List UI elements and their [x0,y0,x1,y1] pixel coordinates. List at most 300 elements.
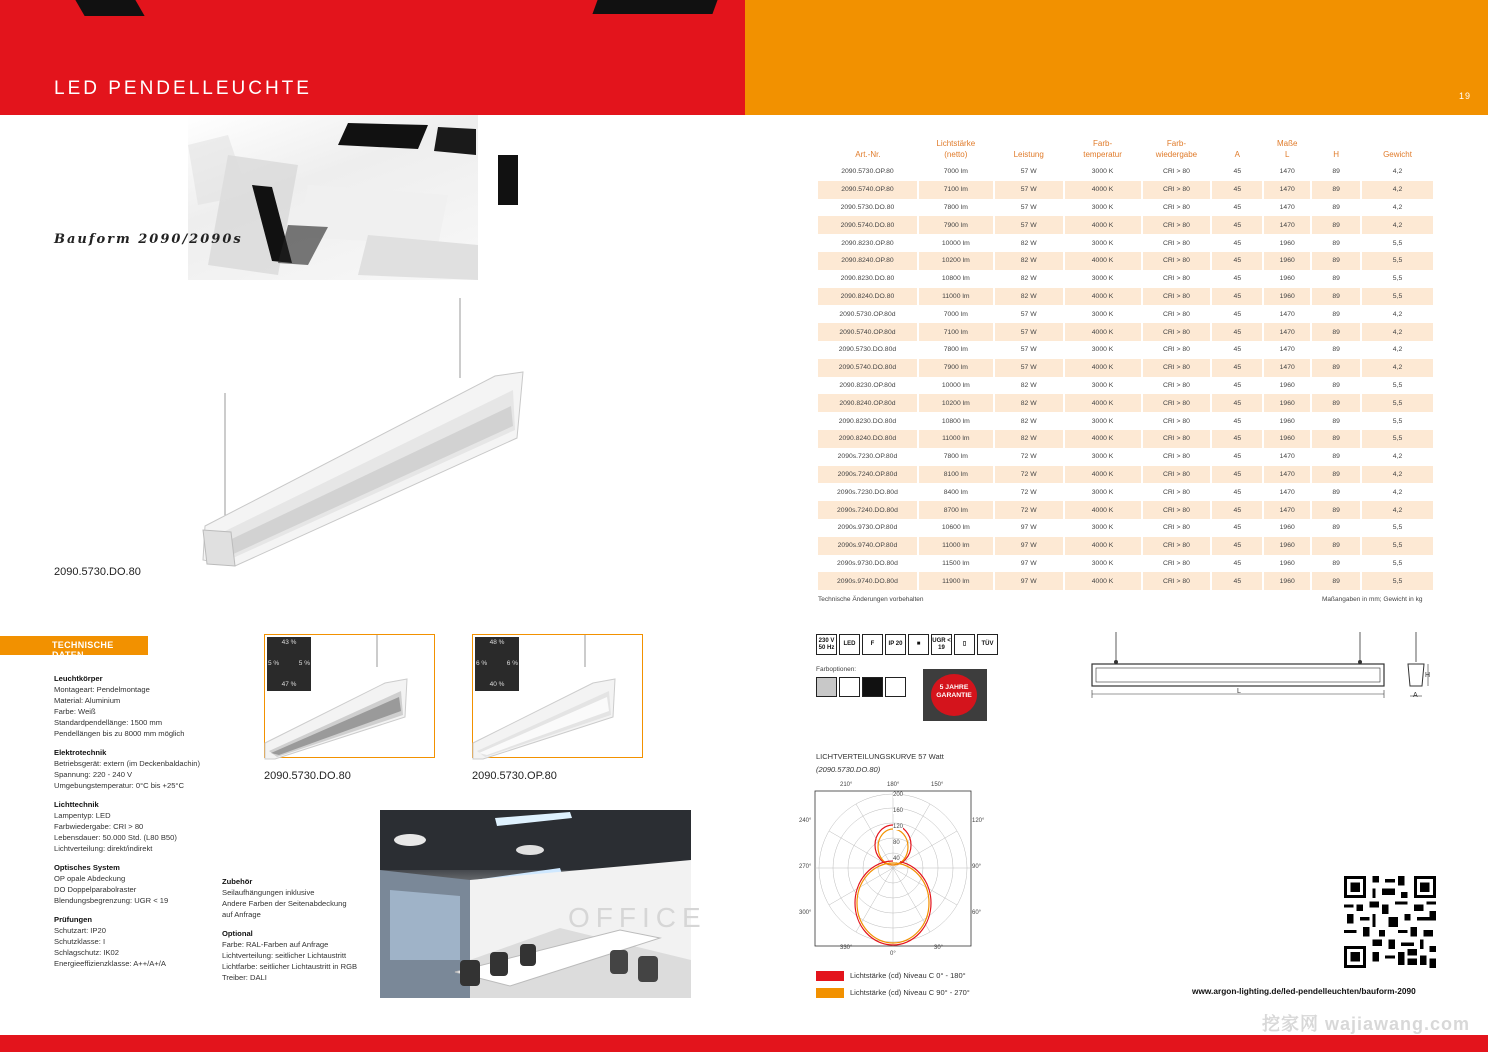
table-cell: CRI > 80 [1142,181,1212,199]
table-cell: 2090.5730.OP.80d [818,305,918,323]
spec-line: Lichtverteilung: seitlicher Lichtaustritt [222,951,347,960]
table-cell: 3000 K [1064,234,1142,252]
col-h: H [1333,150,1339,159]
spec-line: Seilaufhängungen inklusive [222,888,315,897]
distribution-bottom: 40 % [489,681,505,688]
table-cell: 3000 K [1064,305,1142,323]
polar-angle-label: 300° [799,910,812,916]
spec-line: Schlagschutz: IK02 [54,948,120,957]
spec-line: Lampentyp: LED [54,811,111,820]
table-cell: 7800 lm [918,341,994,359]
table-cell: 57 W [994,323,1064,341]
table-cell: 4000 K [1064,288,1142,306]
table-cell: 1470 [1263,359,1311,377]
product-thumbnail-do [264,634,435,758]
table-cell: 4000 K [1064,466,1142,484]
f-mark-icon: F [862,634,883,655]
polar-angle-label: 210° [840,782,853,788]
table-cell: 4,2 [1361,501,1434,519]
polar-angle-label: 0° [890,951,896,957]
table-cell: 82 W [994,377,1064,395]
table-cell: 45 [1211,305,1263,323]
table-cell: 4,2 [1361,359,1434,377]
spec-group-title: Lichttechnik [54,800,99,809]
table-cell: 45 [1211,270,1263,288]
spec-line: Lichtverteilung: direkt/indirekt [54,844,153,853]
spec-line: Material: Aluminium [54,696,121,705]
table-cell: 1470 [1263,305,1311,323]
table-cell: 89 [1311,341,1361,359]
spec-line: Montageart: Pendelmontage [54,685,150,694]
lvk-title: LICHTVERTEILUNGSKURVE 57 Watt [816,752,944,761]
spec-group-title: Optional [222,929,253,938]
table-cell: 1960 [1263,288,1311,306]
table-cell: 3000 K [1064,483,1142,501]
legend-label: Lichtstärke (cd) Niveau C 0° - 180° [850,971,966,980]
table-cell: 4000 K [1064,430,1142,448]
table-cell: 4,2 [1361,199,1434,217]
table-cell: 97 W [994,519,1064,537]
garantie-seal [931,674,977,716]
qr-code [1344,876,1436,968]
table-cell: CRI > 80 [1142,341,1212,359]
table-cell: 4,2 [1361,341,1434,359]
table-cell: 4,2 [1361,483,1434,501]
table-cell: 45 [1211,323,1263,341]
table-cell: 45 [1211,448,1263,466]
garantie-badge [923,669,987,721]
polar-angle-label: 120° [972,818,985,824]
table-cell: 89 [1311,394,1361,412]
table-cell: 4,2 [1361,163,1434,181]
table-cell: 1470 [1263,501,1311,519]
table-cell: 10200 lm [918,394,994,412]
table-cell: 4000 K [1064,359,1142,377]
table-cell: 1470 [1263,199,1311,217]
table-cell: 2090.8240.OP.80d [818,394,918,412]
product-thumbnail-op [472,634,643,758]
table-cell: CRI > 80 [1142,412,1212,430]
table-cell: 5,5 [1361,377,1434,395]
distribution-left: 6 % [476,660,488,667]
spec-line: Blendungsbegrenzung: UGR < 19 [54,896,169,905]
table-cell: 1470 [1263,341,1311,359]
table-cell: 7800 lm [918,199,994,217]
voltage-icon: 230 V 50 Hz [816,634,837,655]
farboptionen-label: Farboptionen: [816,666,857,673]
table-cell: 7900 lm [918,216,994,234]
pendant-lamp-illustration [195,298,535,568]
polar-angle-label: 90° [972,864,982,870]
spec-line: Lichtfarbe: seitlicher Lichtaustritt in RGB [222,962,358,971]
table-cell: 45 [1211,377,1263,395]
header-band-right [745,0,1488,115]
table-cell: 5,5 [1361,234,1434,252]
dimension-h-label: H [1425,672,1431,679]
table-cell: 2090.5740.DO.80d [818,359,918,377]
table-cell: 2090s.9740.OP.80d [818,537,918,555]
table-cell: CRI > 80 [1142,270,1212,288]
table-cell: 82 W [994,270,1064,288]
table-cell: 5,5 [1361,555,1434,573]
table-cell: 89 [1311,216,1361,234]
table-cell: 5,5 [1361,519,1434,537]
table-cell: CRI > 80 [1142,572,1212,590]
table-cell: 4000 K [1064,537,1142,555]
table-cell: 45 [1211,199,1263,217]
table-cell: 57 W [994,216,1064,234]
table-cell: 11000 lm [918,430,994,448]
table-cell: CRI > 80 [1142,359,1212,377]
table-cell: 45 [1211,341,1263,359]
spec-group-title: Prüfungen [54,915,92,924]
spec-line: Farbe: Weiß [54,707,96,716]
table-cell: 2090.8240.DO.80 [818,288,918,306]
table-cell: 45 [1211,394,1263,412]
table-row [818,483,1434,501]
table-cell: 82 W [994,288,1064,306]
dimension-drawing [1088,632,1438,707]
table-cell: 2090s.7240.OP.80d [818,466,918,484]
table-cell: 1960 [1263,270,1311,288]
table-cell: CRI > 80 [1142,252,1212,270]
specification-table [818,138,1435,590]
spec-line: Lebensdauer: 50.000 Std. (L80 B50) [54,833,177,842]
table-cell: 11000 lm [918,537,994,555]
table-cell: 3000 K [1064,555,1142,573]
table-cell: 2090.8230.DO.80 [818,270,918,288]
distribution-top: 48 % [489,639,505,646]
table-cell: 82 W [994,252,1064,270]
spec-line: Umgebungstemperatur: 0°C bis +25°C [54,781,184,790]
polar-ring-label: 40 [893,856,900,862]
table-cell: 2090.5740.OP.80 [818,181,918,199]
table-cell: 82 W [994,412,1064,430]
ugr-icon: UGR < 19 [931,634,952,655]
garantie-years: 5 JAHRE [939,684,969,691]
table-cell: 89 [1311,466,1361,484]
table-cell: 3000 K [1064,163,1142,181]
spec-line: Energieeffizienzklasse: A++/A+/A [54,959,166,968]
table-row [818,501,1434,519]
table-cell: 4000 K [1064,394,1142,412]
table-cell: 89 [1311,234,1361,252]
table-cell: 45 [1211,572,1263,590]
ceiling-decoration [75,0,144,16]
table-cell: 5,5 [1361,572,1434,590]
table-cell: 1470 [1263,181,1311,199]
bauform-heading: Bauform 2090/2090s [54,232,243,247]
table-cell: 72 W [994,466,1064,484]
col-lichtstaerke: Lichtstärke (netto) [936,139,976,159]
table-cell: 45 [1211,519,1263,537]
spec-line: OP opale Abdeckung [54,874,126,883]
product-url-link[interactable]: www.argon-lighting.de/led-pendelleuchten/bauform-2090 [1192,986,1416,996]
table-row [818,163,1434,181]
table-cell: 5,5 [1361,252,1434,270]
table-row [818,288,1434,306]
spec-line: Treiber: DALI [222,973,267,982]
certification-icons [816,634,998,656]
table-cell: 45 [1211,252,1263,270]
table-cell: CRI > 80 [1142,323,1212,341]
table-row [818,448,1434,466]
thumbnail-caption: 2090.5730.OP.80 [472,770,557,782]
table-cell: 2090s.9740.DO.80d [818,572,918,590]
table-cell: 1960 [1263,234,1311,252]
table-cell: 89 [1311,359,1361,377]
table-cell: 1960 [1263,377,1311,395]
table-cell: 10800 lm [918,270,994,288]
spec-line: Betriebsgerät: extern (im Deckenbaldachin) [54,759,201,768]
spec-line: Andere Farben der Seitenabdeckung [222,899,347,908]
spec-line: auf Anfrage [222,910,261,919]
distribution-bottom: 47 % [281,681,297,688]
table-cell: 57 W [994,181,1064,199]
spec-group-title: Zubehör [222,877,253,886]
light-distribution-icon [267,637,311,691]
ceiling-photo [188,115,478,280]
table-cell: 45 [1211,555,1263,573]
table-row [818,234,1434,252]
spec-line: Farbe: RAL-Farben auf Anfrage [222,940,329,949]
table-row [818,359,1434,377]
col-leistung: Leistung [1013,150,1044,159]
table-cell: 3000 K [1064,519,1142,537]
table-cell: 7000 lm [918,163,994,181]
table-cell: 45 [1211,163,1263,181]
table-cell: 4000 K [1064,572,1142,590]
polar-ring-label: 120 [893,824,904,830]
table-cell: 2090s.7230.OP.80d [818,448,918,466]
table-cell: 5,5 [1361,430,1434,448]
color-swatch [862,677,883,697]
polar-angle-label: 180° [887,782,900,788]
table-cell: 89 [1311,270,1361,288]
table-cell: 4000 K [1064,252,1142,270]
table-cell: 2090.5740.OP.80d [818,323,918,341]
table-cell: 1960 [1263,252,1311,270]
spec-line: Spannung: 220 - 240 V [54,770,133,779]
table-cell: 7000 lm [918,305,994,323]
table-cell: CRI > 80 [1142,377,1212,395]
table-cell: 10200 lm [918,252,994,270]
table-cell: 45 [1211,412,1263,430]
legend-swatch [816,988,844,998]
table-row [818,394,1434,412]
table-cell: CRI > 80 [1142,394,1212,412]
distribution-left: 5 % [268,660,280,667]
table-cell: 2090s.7230.DO.80d [818,483,918,501]
table-cell: 11000 lm [918,288,994,306]
table-cell: 45 [1211,537,1263,555]
page-title: LED PENDELLEUCHTE [54,78,312,99]
table-cell: 10600 lm [918,519,994,537]
table-cell: 89 [1311,412,1361,430]
table-cell: 45 [1211,501,1263,519]
footer-band-left [0,1035,745,1052]
table-cell: 45 [1211,430,1263,448]
protection-class-icon: ■ [908,634,929,655]
table-row [818,377,1434,395]
spec-group-title: Optisches System [54,863,120,872]
footer-band-right [745,1035,1488,1052]
table-cell: 7800 lm [918,448,994,466]
table-cell: 97 W [994,555,1064,573]
table-cell: 1960 [1263,412,1311,430]
table-cell: CRI > 80 [1142,288,1212,306]
table-cell: 57 W [994,199,1064,217]
table-cell: 89 [1311,323,1361,341]
table-row [818,323,1434,341]
table-cell: 89 [1311,430,1361,448]
table-cell: 4,2 [1361,448,1434,466]
polar-angle-label: 60° [972,910,982,916]
table-cell: 89 [1311,483,1361,501]
spec-column-left [54,673,224,969]
table-cell: 2090.5730.DO.80d [818,341,918,359]
table-cell: 45 [1211,483,1263,501]
table-cell: 1960 [1263,519,1311,537]
color-swatch [839,677,860,697]
table-row [818,412,1434,430]
table-cell: 45 [1211,216,1263,234]
spec-line: DO Doppelparabolraster [54,885,137,894]
table-cell: 4,2 [1361,181,1434,199]
table-cell: 45 [1211,181,1263,199]
table-cell: 1470 [1263,448,1311,466]
table-cell: 3000 K [1064,199,1142,217]
table-cell: 1960 [1263,430,1311,448]
table-cell: 89 [1311,163,1361,181]
spec-group-title: Leuchtkörper [54,674,103,683]
polar-ring-label: 200 [893,792,904,798]
main-product-caption: 2090.5730.DO.80 [54,566,141,578]
table-cell: 5,5 [1361,394,1434,412]
table-cell: 2090.5730.OP.80 [818,163,918,181]
table-cell: 5,5 [1361,270,1434,288]
table-row [818,430,1434,448]
spec-column-right [222,876,392,983]
col-art-nr: Art.-Nr. [855,150,881,159]
table-cell: 10800 lm [918,412,994,430]
table-cell: 2090.8230.OP.80d [818,377,918,395]
table-cell: CRI > 80 [1142,448,1212,466]
table-note-right: Maßangaben in mm; Gewicht in kg [1322,596,1423,603]
table-cell: 72 W [994,448,1064,466]
table-cell: 10000 lm [918,377,994,395]
table-cell: 1960 [1263,537,1311,555]
table-cell: 8700 lm [918,501,994,519]
table-cell: 4,2 [1361,323,1434,341]
table-cell: 10000 lm [918,234,994,252]
table-cell: 82 W [994,430,1064,448]
spec-line: Standardpendellänge: 1500 mm [54,718,163,727]
table-header-row [818,138,1434,163]
spec-line: Schutzart: IP20 [54,926,106,935]
polar-angle-label: 240° [799,818,812,824]
table-row [818,199,1434,217]
table-row [818,252,1434,270]
table-cell: CRI > 80 [1142,163,1212,181]
spec-line: Schutzklasse: I [54,937,106,946]
tuv-icon: TÜV [977,634,998,655]
table-cell: 57 W [994,305,1064,323]
table-row [818,466,1434,484]
table-cell: 7100 lm [918,181,994,199]
table-row [818,555,1434,573]
light-distribution-icon [475,637,519,691]
table-cell: 89 [1311,181,1361,199]
thumbnail-caption: 2090.5730.DO.80 [264,770,351,782]
table-cell: 2090.5730.DO.80 [818,199,918,217]
table-cell: 89 [1311,448,1361,466]
spec-line: Pendellängen bis zu 8000 mm möglich [54,729,185,738]
table-row [818,519,1434,537]
office-photo [380,810,707,998]
table-cell: 3000 K [1064,377,1142,395]
table-cell: 89 [1311,572,1361,590]
table-cell: 72 W [994,501,1064,519]
technische-daten-tab: TECHNISCHE DATEN [0,636,148,655]
color-swatch [816,677,837,697]
legend-label: Lichtstärke (cd) Niveau C 90° - 270° [850,988,970,997]
col-farbwiedergabe: Farb- wiedergabe [1155,139,1198,159]
col-gewicht: Gewicht [1383,150,1412,159]
table-cell: 1470 [1263,163,1311,181]
ip-rating-icon: IP 20 [885,634,906,655]
table-cell: 3000 K [1064,341,1142,359]
table-cell: CRI > 80 [1142,305,1212,323]
table-cell: 89 [1311,501,1361,519]
color-swatch [885,677,906,697]
table-cell: 7100 lm [918,323,994,341]
table-cell: CRI > 80 [1142,555,1212,573]
ceiling-decoration [592,0,717,14]
table-cell: 4000 K [1064,216,1142,234]
table-cell: 57 W [994,341,1064,359]
table-cell: 3000 K [1064,448,1142,466]
table-cell: 72 W [994,483,1064,501]
watermark: 挖家网 wajiawang.com [1262,1014,1471,1034]
table-cell: 4000 K [1064,181,1142,199]
table-cell: 97 W [994,537,1064,555]
table-cell: CRI > 80 [1142,199,1212,217]
table-cell: 89 [1311,288,1361,306]
table-cell: 89 [1311,252,1361,270]
table-cell: 2090s.9730.OP.80d [818,519,918,537]
table-cell: 4000 K [1064,501,1142,519]
spec-group-title: Elektrotechnik [54,748,107,757]
table-row [818,537,1434,555]
col-a: A [1234,150,1240,159]
table-cell: 4,2 [1361,216,1434,234]
table-cell: CRI > 80 [1142,537,1212,555]
table-cell: CRI > 80 [1142,216,1212,234]
table-cell: 2090.5740.DO.80 [818,216,918,234]
table-cell: 89 [1311,305,1361,323]
garantie-label: GARANTIE [936,692,972,699]
table-cell: 8400 lm [918,483,994,501]
table-row [818,341,1434,359]
polar-angle-label: 30° [934,945,944,951]
legend-swatch [816,971,844,981]
table-cell: 5,5 [1361,412,1434,430]
table-cell: 45 [1211,288,1263,306]
polar-ring-label: 80 [893,840,900,846]
table-cell: 4,2 [1361,466,1434,484]
table-cell: 1470 [1263,466,1311,484]
